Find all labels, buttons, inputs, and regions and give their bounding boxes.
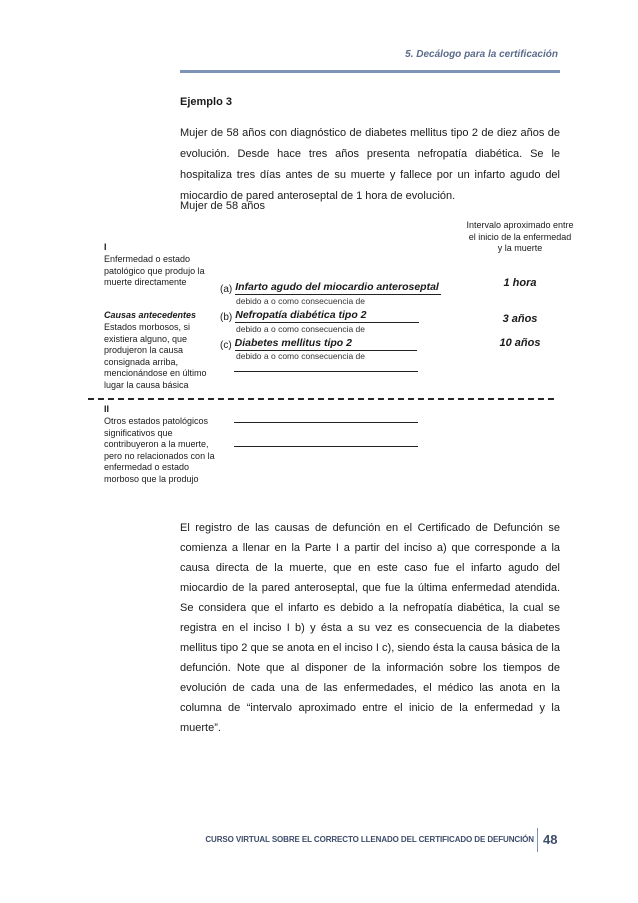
cause-row-c (220, 337, 417, 351)
part2-line-1 (234, 422, 418, 423)
interval-value-c: 10 años (499, 337, 541, 349)
part1-label: Enfermedad o estado patológico que produjo la muerte directamente (104, 254, 205, 287)
antecedents-label: Estados morbosos, si existiera alguno, que produjeron la causa consignada arriba, mencionándose en último lugar la causa básica (104, 322, 207, 390)
case-description: Mujer de 58 años con diagnóstico de diabetes mellitus tipo 2 de diez años de evolución. Desde hace tres años presenta nefropatía diabética. Se le hospitaliza tres días antes de su muerte y fallece por un infarto agudo del miocardio de pared anteroseptal de 1 hora de evolución. (180, 127, 560, 202)
antecedents-title: Causas antecedentes (104, 310, 197, 320)
page-number: 48 (543, 832, 558, 847)
cause-row-a (220, 281, 441, 295)
interval-value-a: 1 hora (503, 277, 537, 289)
footer-course-title: CURSO VIRTUAL SOBRE EL CORRECTO LLENADO DEL CERTIFICADO DE DEFUNCIÓN (205, 835, 534, 844)
cause-letter-c: (c) (220, 340, 232, 351)
cause-row-b (220, 309, 419, 323)
due-to-label-a: debido a o como consecuencia de (236, 296, 366, 306)
footer-divider (537, 828, 538, 852)
due-to-label-c: debido a o como consecuencia de (236, 351, 366, 361)
patient-summary: Mujer de 58 años (180, 200, 265, 212)
part2-roman: II (104, 404, 110, 414)
section-title: 5. Decálogo para la certificación (405, 49, 558, 60)
example-title: Ejemplo 3 (180, 96, 232, 108)
part2-label: Otros estados patológicos significativos que contribuyeron a la muerte, pero no relacionados con la enfermedad o estado morboso que la produjo (104, 416, 215, 484)
cause-text-b: Nefropatía diabética tipo 2 (235, 309, 419, 323)
explanation-paragraph: El registro de las causas de defunción en el Certificado de Defunción se comienza a llenar en la Parte I a partir del inciso a) que corresponde a la causa directa de la muerte, que en este caso fue el infarto agudo del miocardio de la pared anteroseptal, que fue la última enfermedad atendida. Se considera que el infarto es debido a la nefropatía diabética, la cual se registra en el inciso I b) y ésta a su vez es consecuencia de la diabetes mellitus tipo 2 que se anota en el inciso I c), siendo ésta la causa básica de la defunción. Note que al disponer de la información sobre los tiempos de evolución de cada una de las enfermedades, el médico las anota en la columna de “intervalo aproximado entre el inicio de la enfermedad y la muerte”. (180, 522, 560, 734)
cause-letter-a: (a) (220, 284, 233, 295)
blank-cause-line-d (234, 371, 418, 372)
interval-header: Intervalo aproximado entre el inicio de la enfermedad y la muerte (466, 220, 574, 253)
part1-roman: I (104, 242, 107, 252)
cause-text-a: Infarto agudo del miocardio anteroseptal (235, 281, 439, 293)
part2-line-2 (234, 446, 418, 447)
due-to-label-b: debido a o como consecuencia de (236, 324, 366, 334)
header-divider (180, 70, 560, 73)
cause-text-c: Diabetes mellitus tipo 2 (235, 337, 417, 351)
interval-value-b: 3 años (502, 313, 538, 325)
cause-letter-b: (b) (220, 312, 233, 323)
part-separator (88, 398, 554, 400)
